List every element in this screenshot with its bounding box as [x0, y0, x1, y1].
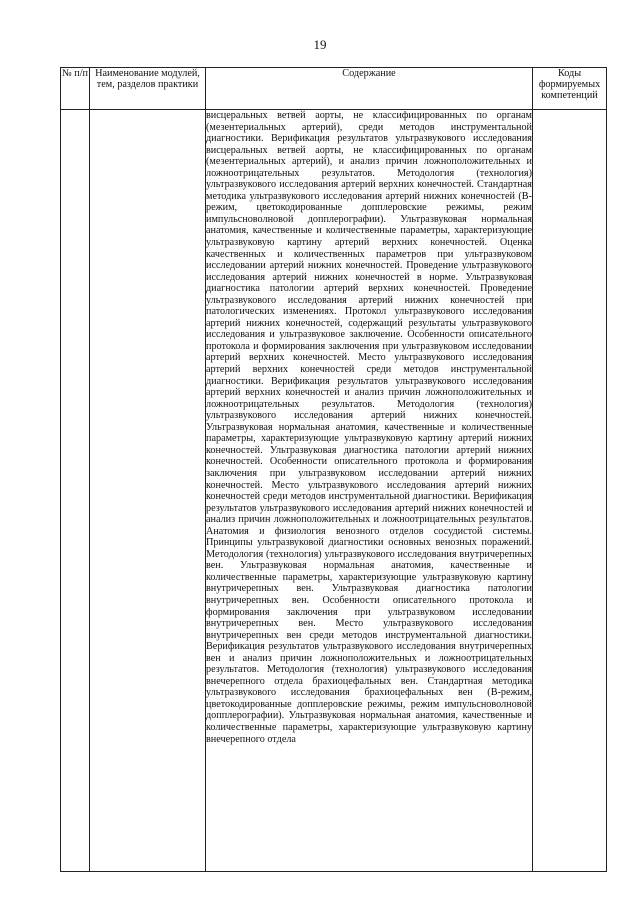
content-text: висцеральных ветвей аорты, не классифицированных по органам (мезентериальных артерий), среди методов инструментальной диагностики. Верификация результатов ультразвукового исследования висцеральных ветвей аорты, не классифицированных по органам (мезентериальных артерий), и анализ причин ложноположительных и ложноотрицательных результатов. Методология (технология) ультразвукового исследования артерий верхних конечностей. Стандартная методика ультразвукового исследования артерий нижних конечностей (В-режим, цветокодированные допплеровские режимы, режим импульсноволновой допплерографии). Ультразвуковая нормальная анатомия, качественные и количественные параметры, характеризующие ультразвуковую картину артерий верхних конечностей. Оценка качественных и количественных параметров при ультразвуковом исследовании артерий нижних конечностей. Проведение ультразвукового исследования артерий нижних конечностей в норме. Ультразвуковая диагностика патологии артерий верхних конечностей. Проведение ультразвукового исследования артерий нижних конечностей при патологических изменениях. Протокол ультразвукового исследования артерий нижних конечностей, содержащий результаты ультразвукового исследования и ультразвуковое заключение. Особенности описательного протокола и формирования заключения при ультразвуковом исследовании артерий верхних конечностей. Место ультразвукового исследования артерий верхних конечностей среди методов инструментальной диагностики. Верификация результатов ультразвукового исследования артерий верхних конечностей и анализ причин ложноположительных и ложноотрицательных результатов. Методология (технология) ультразвукового исследования артерий нижних конечностей. Ультразвуковая нормальная анатомия, качественные и количественные параметры, характеризующие ультразвуковую картину артерий нижних конечностей. Ультразвуковая диагностика патологии артерий нижних конечностей. Особенности описательного протокола и формирования заключения при ультразвуковом исследовании артерий нижних конечностей. Место ультразвукового исследования артерий нижних конечностей среди методов инструментальной диагностики. Верификация результатов ультразвукового исследования артерий нижних конечностей и анализ причин ложноположительных и ложноотрицательных результатов. Анатомия и физиология венозного отделов сосудистой системы. Принципы ультразвуковой диагностики основных венозных поражений. Методология (технология) ультразвукового исследования внутричерепных вен. Ультразвуковая нормальная анатомия, качественные и количественные параметры, характеризующие ультразвуковую картину внутричерепных вен. Ультразвуковая диагностика патологии внутричерепных вен. Особенности описательного протокола и формирования заключения при ультразвуковом исследовании внутричерепных вен. Место ультразвукового исследования внутричерепных вен среди методов инструментальной диагностики. Верификация результатов ультразвукового исследования внутричерепных вен и анализ причин ложноположительных и ложноотрицательных результатов. Методология (технология) ультразвукового исследования внечерепного отдела брахиоцефальных вен. Стандартная методика ультразвукового исследования брахиоцефальных вен (В-режим, цветокодированные допплеровские режимы, режим импульсноволновой допплерографии). Ультразвуковая нормальная анатомия, качественные и количественные параметры, характеризующие ультразвуковую картину внечерепного отдела — [206, 110, 532, 745]
cell-number — [61, 110, 90, 872]
cell-competence-codes — [533, 110, 607, 872]
table-row — [61, 110, 607, 872]
header-competence-codes: Коды формируемых компетенций — [533, 68, 607, 110]
header-number: № п/п — [61, 68, 90, 110]
curriculum-table — [60, 67, 607, 872]
table-header-row — [61, 68, 607, 110]
header-module-name: Наименование модулей, тем, разделов практики — [90, 68, 206, 110]
cell-module-name — [90, 110, 206, 872]
header-content: Содержание — [206, 68, 533, 110]
page-number: 19 — [313, 37, 327, 52]
cell-content — [206, 110, 533, 872]
